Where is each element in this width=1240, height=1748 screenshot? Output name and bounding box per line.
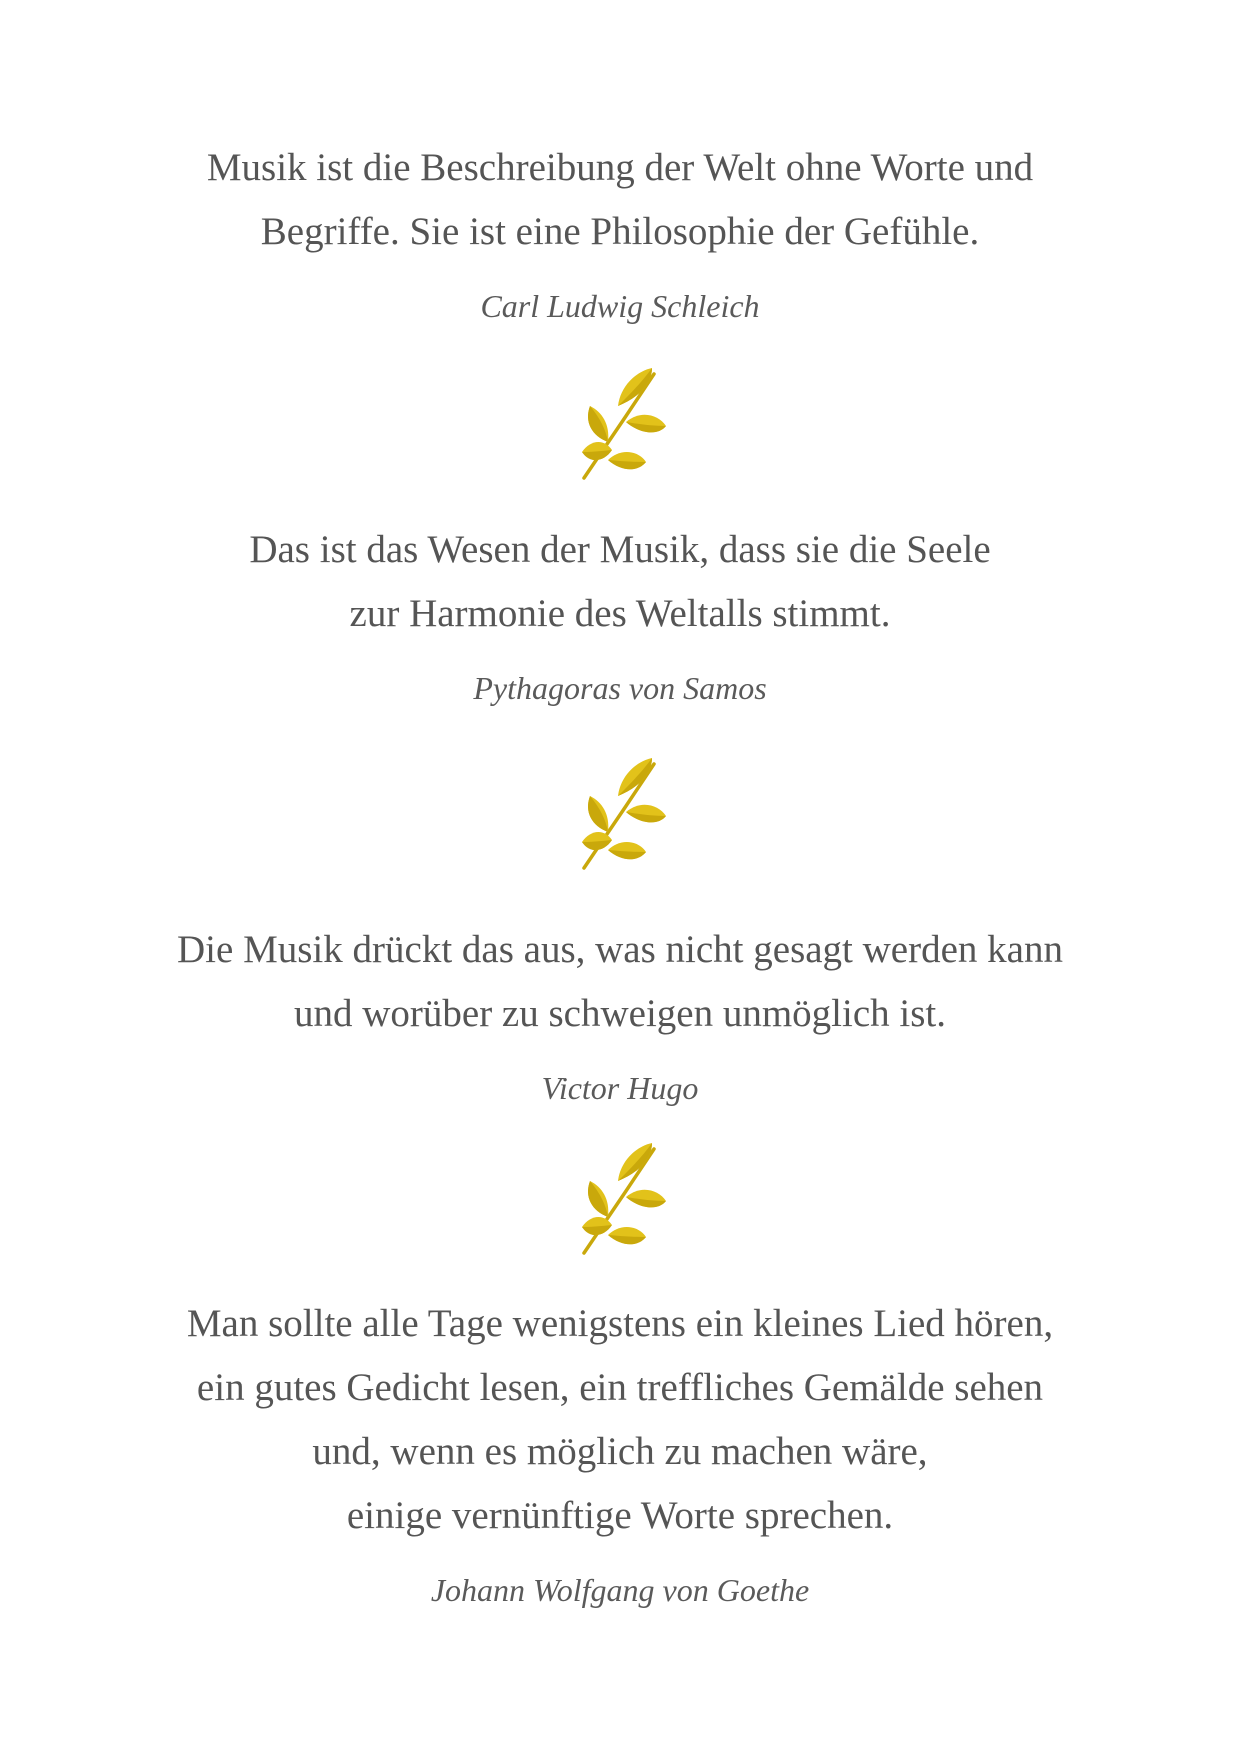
leaf-branch-icon [570,1141,670,1255]
quote-3 [100,918,1140,1108]
leaf-branch-icon [570,756,670,870]
quote-author: Victor Hugo [541,1070,699,1106]
quote-line: Das ist das Wesen der Musik, dass sie die Seele [249,528,991,571]
quote-text [100,918,1140,1046]
quote-line: Die Musik drückt das aus, was nicht gesagt werden kann [177,928,1063,971]
quote-author: Carl Ludwig Schleich [480,288,760,324]
quote-line: ein gutes Gedicht lesen, ein treffliches Gemälde sehen [196,1366,1044,1409]
quote-line: Begriffe. Sie ist eine Philosophie der Gefühle. [260,210,980,253]
quote-author: Johann Wolfgang von Goethe [430,1572,810,1608]
quote-line: und worüber zu schweigen unmöglich ist. [293,992,947,1035]
quote-4 [100,1292,1140,1610]
quote-line: zur Harmonie des Weltalls stimmt. [349,592,891,635]
quote-2 [100,518,1140,708]
quote-author: Pythagoras von Samos [473,670,767,706]
leaf-branch-icon [570,366,670,480]
quote-1 [100,136,1140,326]
quote-text [100,518,1140,646]
quote-line: Man sollte alle Tage wenigstens ein kleines Lied hören, [186,1302,1054,1345]
quote-text [100,1292,1140,1548]
quote-line: einige vernünftige Worte sprechen. [346,1494,894,1537]
quote-text [100,136,1140,264]
quote-line: Musik ist die Beschreibung der Welt ohne Worte und [206,146,1034,189]
quote-line: und, wenn es möglich zu machen wäre, [312,1430,928,1473]
